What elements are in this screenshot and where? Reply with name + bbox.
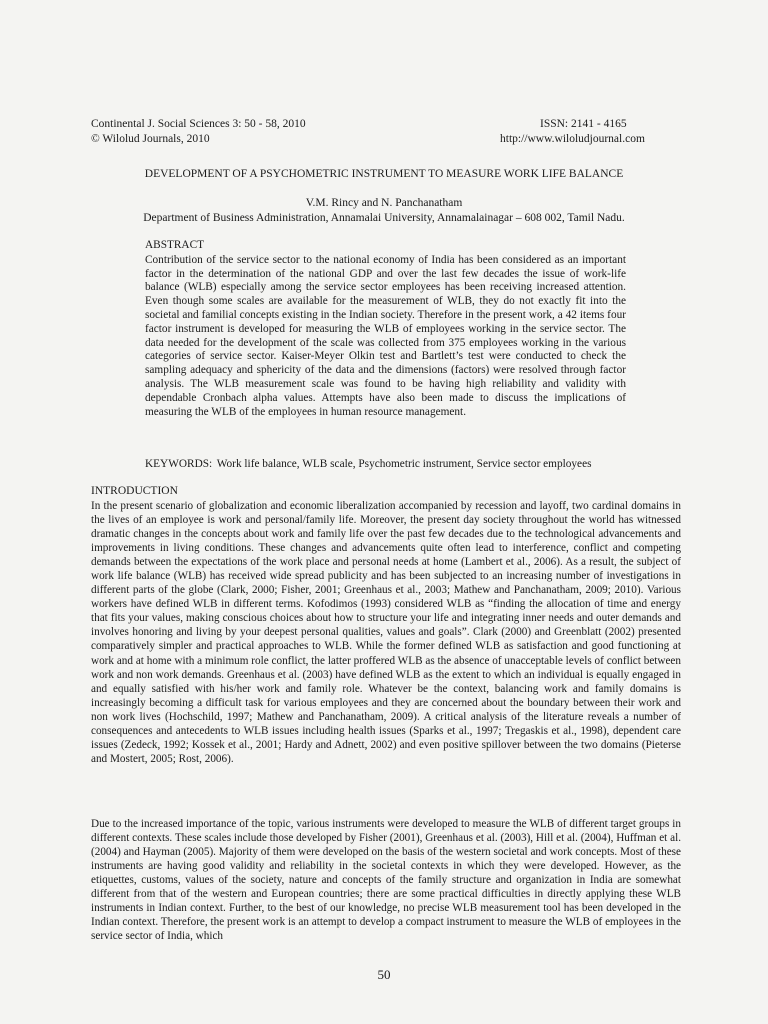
introduction-heading: INTRODUCTION	[91, 485, 178, 497]
page-number: 50	[377, 967, 391, 982]
issn-line: ISSN: 2141 - 4165	[540, 118, 627, 130]
paper-title: DEVELOPMENT OF A PSYCHOMETRIC INSTRUMENT TO MEASURE WORK LIFE BALANCE	[144, 168, 624, 180]
abstract-section	[145, 239, 626, 419]
abstract-heading: ABSTRACT	[145, 239, 205, 251]
keywords-line	[145, 458, 635, 470]
journal-citation: Continental J. Social Sciences 3: 50 - 58, 2010	[91, 118, 306, 130]
introduction-paragraph-2: Due to the increased importance of the topic, various instruments were developed to measure the WLB of different target groups in different contexts. These scales include those developed by Fisher (2001), Greenhaus et al. (2003), Hill et al. (2004), Huffman et al. (2004) and Hayman (2005). Majority of them were developed on the basis of the western societal and work concepts. Most of these instruments are having good validity and reliability in the societal contexts in which they were developed. However, as the etiquettes, customs, values of the society, nature and concepts of the family structure and organization in India are somewhat different from that of the western and European countries; there are some practical difficulties in directly applying these WLB instruments in Indian context. Further, to the best of our knowledge, no precise WLB measurement tool has been developed in the Indian context. Therefore, the present work is an attempt to develop a compact instrument to measure the WLB of employees in the service sector of India, which	[91, 818, 681, 943]
author-block	[0, 196, 768, 226]
author-names: V.M. Rincy and N. Panchanatham	[305, 197, 463, 209]
journal-header-left	[91, 117, 306, 147]
keywords-label: KEYWORDS:	[145, 458, 213, 470]
keywords-text: Work life balance, WLB scale, Psychometric instrument, Service sector employees	[216, 458, 592, 470]
author-affiliation: Department of Business Administration, Annamalai University, Annamalainagar – 608 002, Tamil Nadu.	[143, 212, 625, 224]
abstract-text: Contribution of the service sector to the national economy of India has been considered as an important factor in the determination of the national GDP and over the last few decades the issue of work-life balance (WLB) especially among the service sector employees has been receiving increased attention. Even though some scales are available for the measurement of WLB, they do not exactly fit into the societal and familial concepts existing in the Indian society. Therefore in the present work, a 42 items four factor instrument is developed for measuring the WLB of employees working in the service sector. The data needed for the development of the scale was collected from 375 employees working in the various categories of service sector. Kaiser-Meyer Olkin test and Bartlett’s test were conducted to check the sampling adequacy and sphericity of the data and the dimensions (factors) were resolved through factor analysis. The WLB measurement scale was found to be having high reliability and validity with dependable Cronbach alpha values. Attempts have also been made to discuss the implications of measuring the WLB of the employees in human resource management.	[145, 253, 626, 418]
journal-header-right	[500, 117, 645, 147]
copyright-line: © Wilolud Journals, 2010	[91, 133, 210, 145]
introduction-paragraph-1: In the present scenario of globalization and economic liberalization accompanied by recession and layoff, two cardinal domains in the lives of an employee is work and personal/family life. Moreover, the present day society throughout the world has witnessed dramatic changes in the concepts about work and family life over the past few decades due to the technological advancements and improvements in living conditions. These changes and advancements quite often lead to interference, conflict and competing demands between the expectations of the work place and personal needs at home (Lambert et al., 2006). As a result, the subject of work life balance (WLB) has received wide spread publicity and has been subjected to an increasing number of investigations in different parts of the globe (Clark, 2000; Fisher, 2001; Greenhaus et al., 2003; Mathew and Panchanatham, 2009; 2010). Various workers have defined WLB in different terms. Kofodimos (1993) considered WLB as “finding the allocation of time and energy that fits your values, making conscious choices about how to structure your life and integrating inner needs and outer demands and involves honoring and living by your deepest personal qualities, values and goals”. Clark (2000) and Greenblatt (2002) presented comparatively simpler and practical approaches to WLB. While the former defined WLB as satisfaction and good functioning at work and at home with a minimum role conflict, the latter proffered WLB as the absence of unacceptable levels of conflict between work and non work demands. Greenhaus et al. (2003) have defined WLB as the extent to which an individual is equally engaged in and equally satisfied with his/her work and family role. Whatever be the context, balancing work and family domains is increasingly becoming a difficult task for various employees and they are concerned about the boundary between their work and non work lives (Hochschild, 1997; Mathew and Panchanatham, 2009). A critical analysis of the literature reveals a number of consequences and antecedents to WLB issues including health issues (Sparks et al., 1997; Tregaskis et al., 1998), dependent care issues (Zedeck, 1992; Kossek et al., 2001; Hardy and Adnett, 2002) and even positive spillover between the two domains (Pieterse and Mostert, 2005; Rost, 2006).	[91, 500, 681, 765]
journal-url[interactable]: http://www.wiloludjournal.com	[500, 133, 645, 145]
